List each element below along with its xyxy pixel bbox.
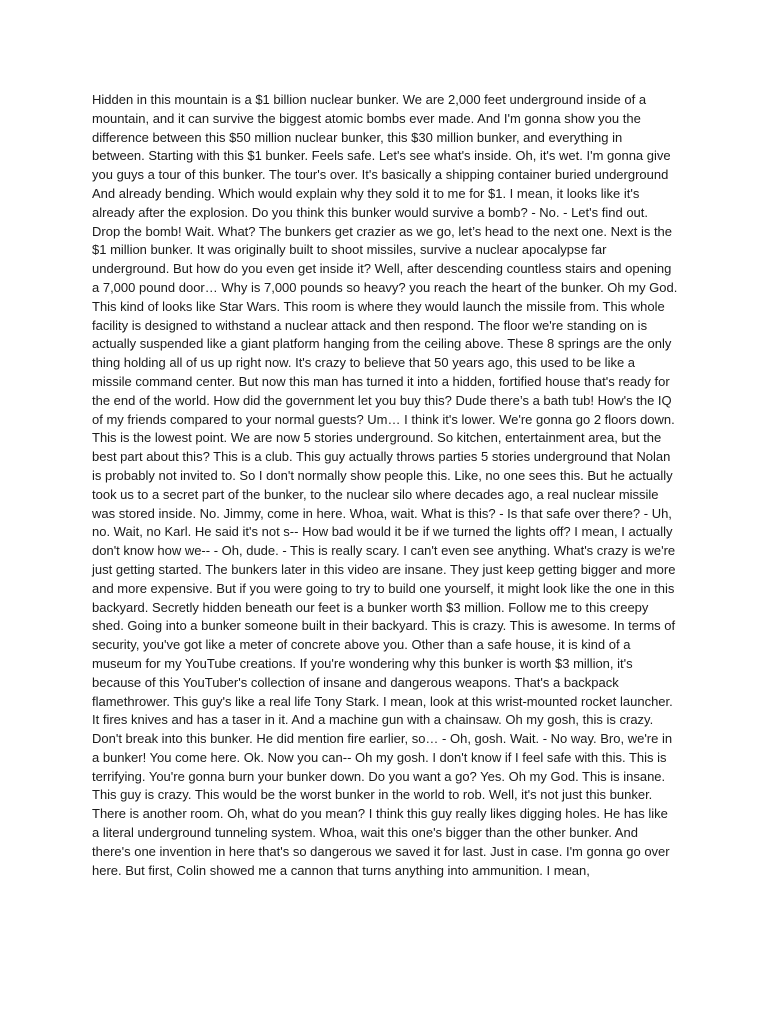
transcript-paragraph: Hidden in this mountain is a $1 billion nuclear bunker. We are 2,000 feet underground inside of a mountain, and it can survive the biggest atomic bombs ever made. And I'm gonna show you the difference between this $50 million nuclear bunker, this $30 million bunker, and everything in between. Starting with this $1 bunker. Feels safe. Let's see what's inside. Oh, it's wet. I'm gonna give you guys a tour of this bunker. The tour's over. It's basically a shipping container buried underground And already bending. Which would explain why they sold it to me for $1. I mean, it looks like it's already after the explosion. Do you think this bunker would survive a bomb? - No. - Let's find out. Drop the bomb! Wait. What? The bunkers get crazier as we go, let’s head to the next one. Next is the $1 million bunker. It was originally built to shoot missiles, survive a nuclear apocalypse far underground. But how do you even get inside it? Well, after descending countless stairs and opening a 7,000 pound door… Why is 7,000 pounds so heavy? you reach the heart of the bunker. Oh my God. This kind of looks like Star Wars. This room is where they would launch the missile from. This whole facility is designed to withstand a nuclear attack and then respond. The floor we're standing on is actually suspended like a giant platform hanging from the ceiling above. These 8 springs are the only thing holding all of us up right now. It's crazy to believe that 50 years ago, this used to be like a missile command center. But now this man has turned it into a hidden, fortified house that's ready for the end of the world. How did the government let you buy this? Dude there’s a bath tub! How's the IQ of my friends compared to your normal guests? Um… I think it's lower. We're gonna go 2 floors down. This is the lowest point. We are now 5 stories underground. So kitchen, entertainment area, but the best part about this? This is a club. This guy actually throws parties 5 stories underground that Nolan is probably not invited to. So I don't normally show people this. Like, no one sees this. But he actually took us to a secret part of the bunker, to the nuclear silo where decades ago, a real nuclear missile was stored inside. No. Jimmy, come in here. Whoa, wait. What is this? - Is that safe over there? - Uh, no. Wait, no Karl. He said it's not s-- How bad would it be if we turned the lights off? I mean, I actually don't know how we-- - Oh, dude. - This is really scary. I can't even see anything. What's crazy is we're just getting started. The bunkers later in this video are insane. They just keep getting bigger and more and more expensive. But if you were going to try to build one yourself, it might look like the one in this backyard. Secretly hidden beneath our feet is a bunker worth $3 million. Follow me to this creepy shed. Going into a bunker someone built in their backyard. This is crazy. This is awesome. In terms of security, you've got like a meter of concrete above you. Other than a safe house, it is kind of a museum for my YouTube creations. If you're wondering why this bunker is worth $3 million, it's because of this YouTuber's collection of insane and dangerous weapons. That's a backpack flamethrower. This guy's like a real life Tony Stark. I mean, look at this wrist-mounted rocket launcher. It fires knives and has a taser in it. And a machine gun with a chainsaw. Oh my gosh, this is crazy. Don't break into this bunker. He did mention fire earlier, so… - Oh, gosh. Wait. - No way. Bro, we're in a bunker! You come here. Ok. Now you can-- Oh my gosh. I don't know if I feel safe with this. This is terrifying. You're gonna burn your bunker down. Do you want a go? Yes. Oh my God. This is insane. This guy is crazy. This would be the worst bunker in the world to rob. Well, it's not just this bunker. There is another room. Oh, what do you mean? I think this guy really likes digging holes. He has like a literal underground tunneling system. Whoa, wait this one's bigger than the other bunker. And there's one invention in here that's so dangerous we saved it for last. Just in case. I'm gonna go over here. But first, Colin showed me a cannon that turns anything into ammunition. I mean, <box>92 92 678 878</box>
